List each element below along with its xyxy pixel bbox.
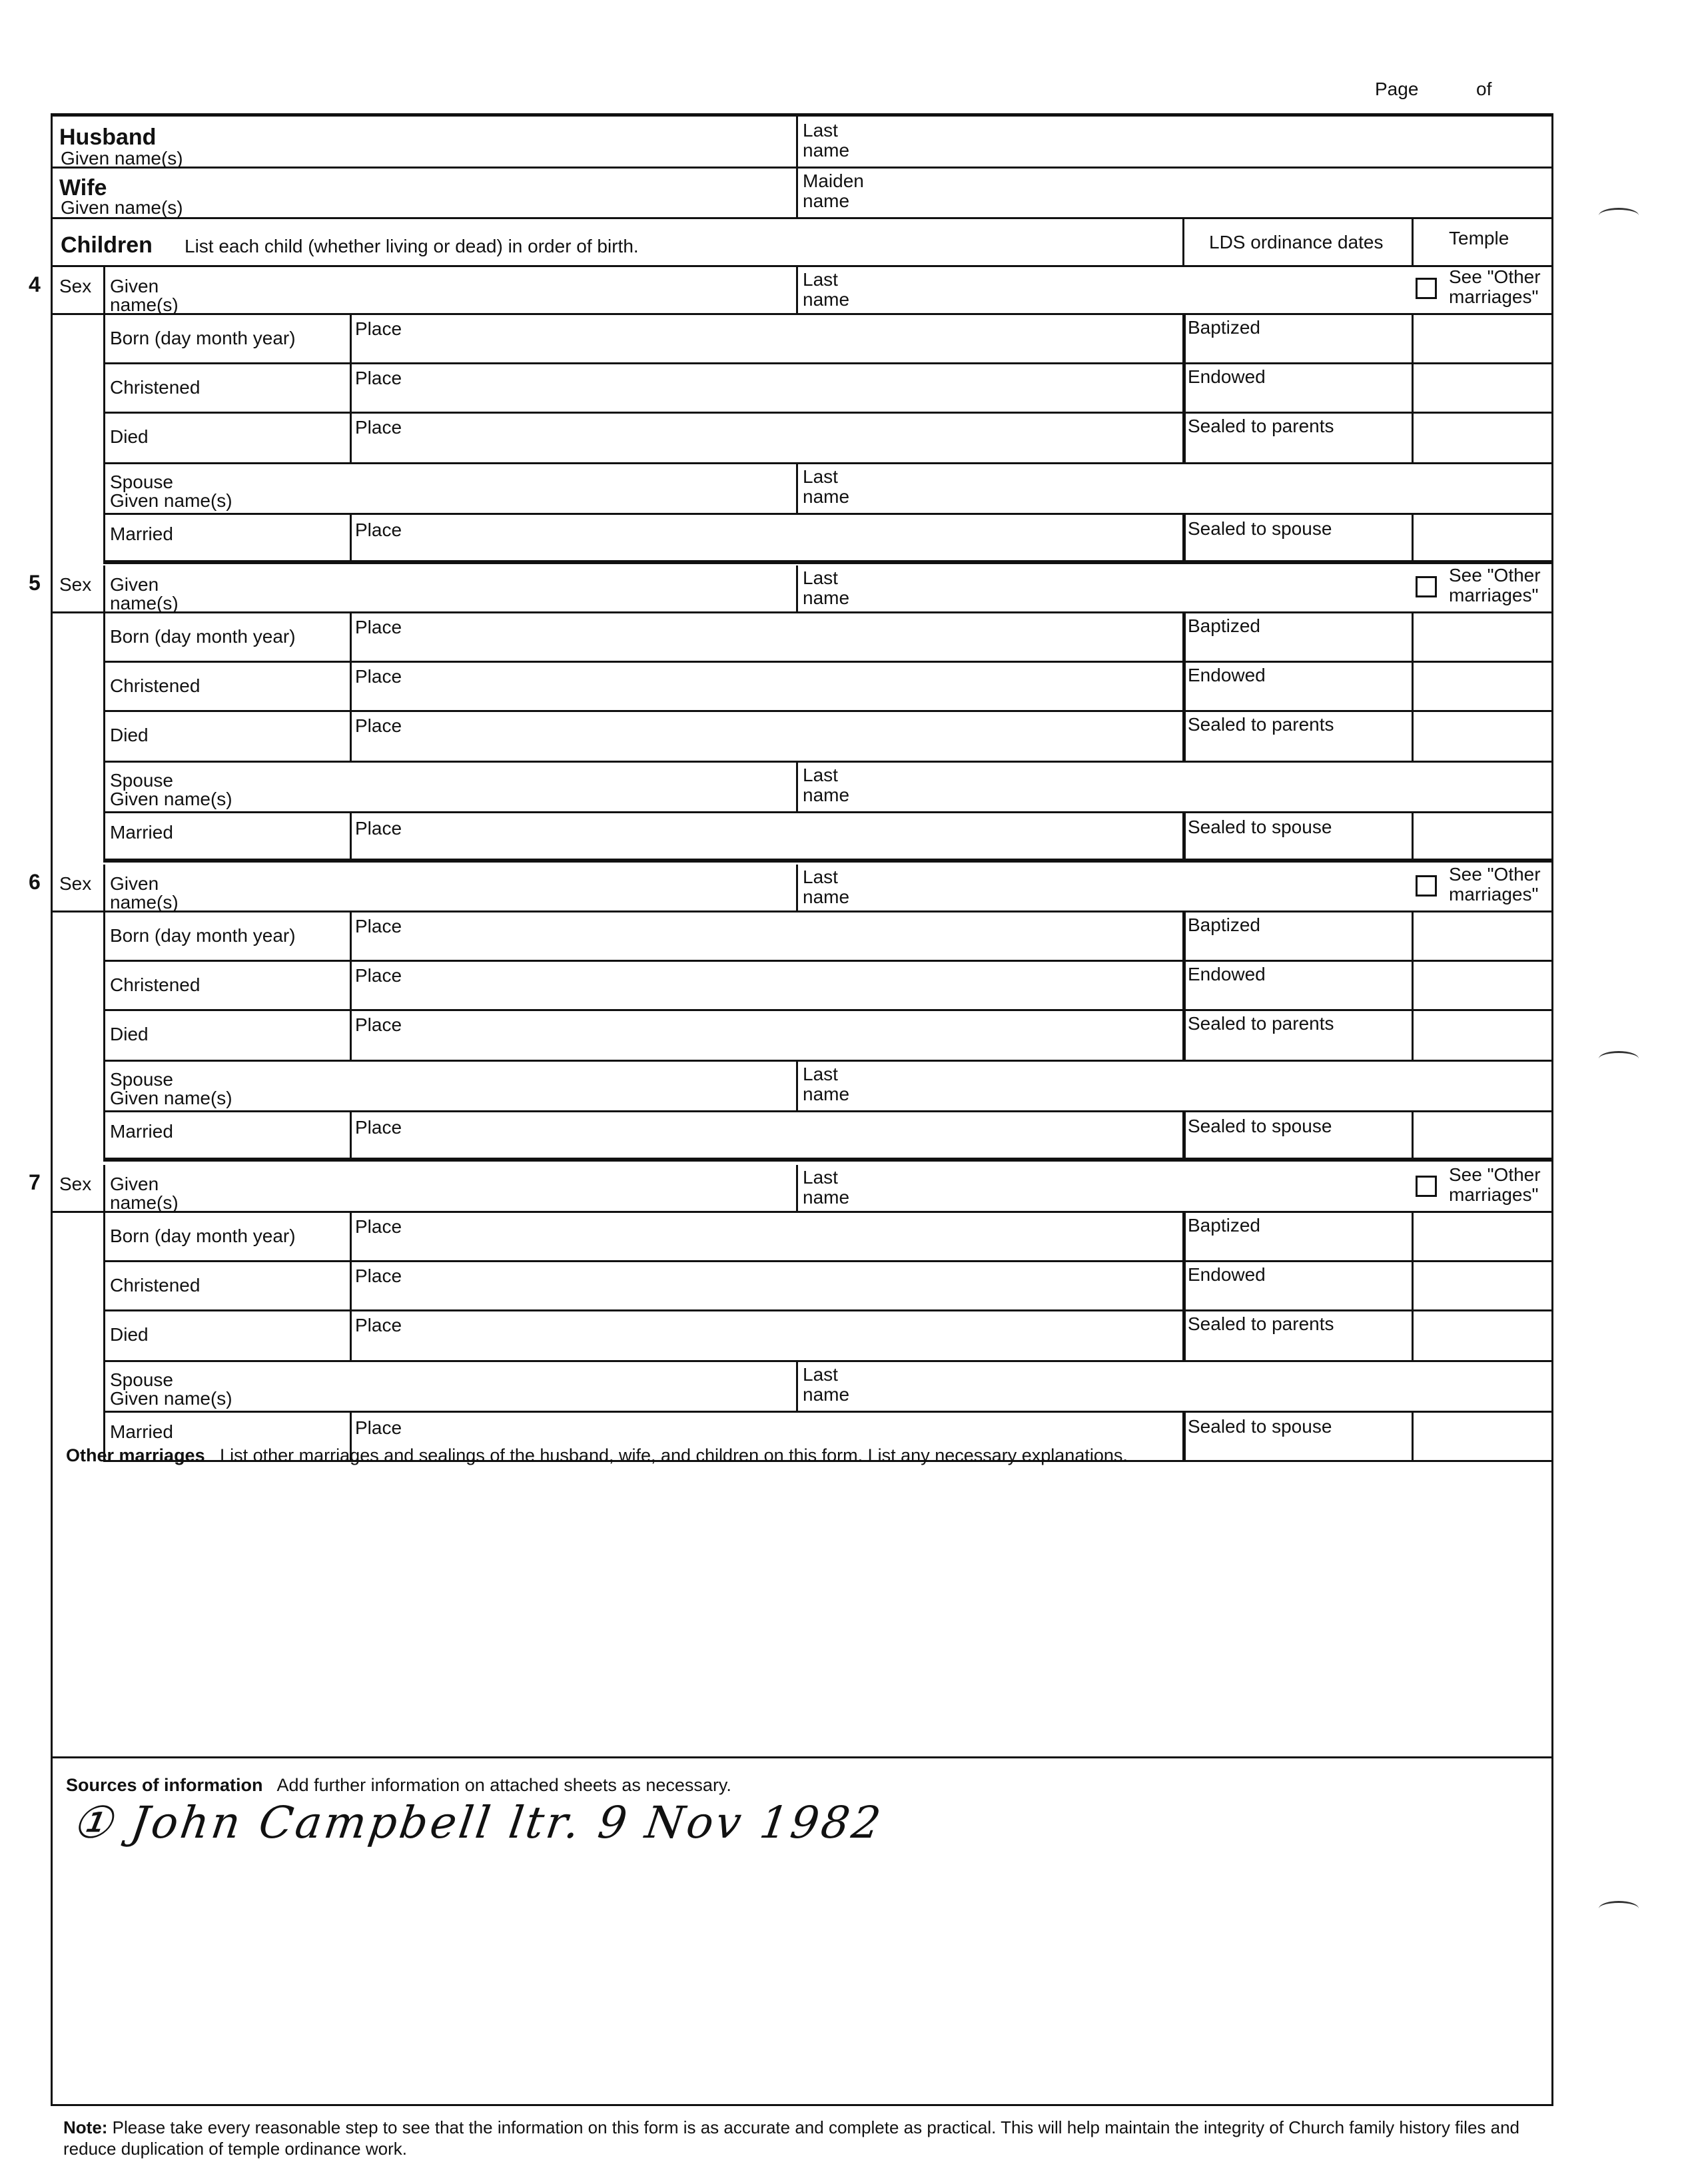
divider	[103, 565, 105, 611]
spouse-label: Spouse	[110, 770, 173, 791]
place-label: Place	[355, 1117, 402, 1138]
last-label2: name	[803, 887, 850, 907]
given-label2: name(s)	[110, 294, 179, 315]
place-label: Place	[355, 1417, 402, 1438]
spouse-given-label: Given name(s)	[110, 1388, 232, 1409]
divider	[1182, 414, 1186, 462]
other-marriages-checkbox[interactable]	[1416, 576, 1437, 597]
divider	[1412, 1311, 1414, 1360]
child-event-row-born	[103, 1213, 1551, 1262]
baptized-label: Baptized	[1188, 615, 1260, 636]
given-label2: name(s)	[110, 892, 179, 912]
sex-label: Sex	[59, 873, 92, 894]
divider	[350, 613, 352, 661]
died-label: Died	[110, 1024, 149, 1044]
sealed-spouse-label: Sealed to spouse	[1188, 1116, 1332, 1136]
child-married-row	[103, 515, 1551, 564]
sealed-spouse-label: Sealed to spouse	[1188, 518, 1332, 539]
divider	[1182, 1311, 1186, 1360]
other-marriages-checkbox[interactable]	[1416, 1176, 1437, 1197]
divider	[103, 1165, 105, 1211]
child-block	[29, 565, 1551, 863]
divider	[350, 1213, 352, 1260]
sealed_parents-label: Sealed to parents	[1188, 416, 1334, 436]
divider	[796, 865, 798, 910]
place-label: Place	[355, 965, 402, 986]
divider	[1182, 1262, 1186, 1309]
last-label: Last	[803, 269, 838, 290]
wife-row	[53, 169, 1551, 219]
sources-section	[53, 1758, 1551, 2073]
child-event-row-died	[103, 712, 1551, 763]
see-other-label: See "Other	[1449, 565, 1541, 585]
see-other-label2: marriages"	[1449, 1184, 1539, 1205]
sources-heading	[66, 1774, 731, 1796]
child-block	[29, 864, 1551, 1162]
child-spouse-row	[103, 464, 1551, 515]
place-label: Place	[355, 916, 402, 936]
punch-mark	[1599, 1051, 1639, 1066]
child-event-row-born	[103, 613, 1551, 663]
other-marriages-section	[53, 1429, 1551, 1758]
divider	[350, 315, 352, 362]
christened-label: Christened	[110, 377, 201, 398]
child-number: 7	[29, 1170, 41, 1194]
divider	[350, 414, 352, 462]
place-label: Place	[355, 715, 402, 736]
child-name-row	[53, 565, 1551, 613]
divider	[1412, 1011, 1414, 1060]
born-label: Born (day month year)	[110, 626, 296, 647]
divider	[1412, 712, 1414, 761]
children-title: Children	[61, 232, 153, 258]
other-marriages-checkbox[interactable]	[1416, 875, 1437, 897]
sources-title: Sources of information	[66, 1775, 263, 1795]
place-label: Place	[355, 520, 402, 540]
died-label: Died	[110, 725, 149, 745]
see-other-label: See "Other	[1449, 1164, 1541, 1185]
divider	[350, 912, 352, 960]
endowed-label: Endowed	[1188, 665, 1266, 685]
child-spouse-row	[103, 763, 1551, 813]
died-label: Died	[110, 426, 149, 447]
divider	[1412, 912, 1414, 960]
last-label: Last	[803, 1167, 838, 1188]
divider	[1182, 912, 1186, 960]
child-block	[29, 1164, 1551, 1462]
place-label: Place	[355, 617, 402, 637]
other-marriages-checkbox[interactable]	[1416, 278, 1437, 299]
child-event-row-christened	[103, 663, 1551, 712]
divider	[103, 865, 105, 910]
given-label2: name(s)	[110, 1192, 179, 1213]
punch-mark	[1599, 1901, 1639, 1916]
place-label: Place	[355, 417, 402, 438]
divider	[1182, 663, 1186, 710]
divider	[1412, 813, 1414, 859]
endowed-label: Endowed	[1188, 366, 1266, 387]
born-label: Born (day month year)	[110, 1226, 296, 1246]
note-label: Note:	[63, 2117, 108, 2137]
see-other-label: See "Other	[1449, 266, 1541, 287]
page-label: Page	[1375, 79, 1419, 99]
born-label: Born (day month year)	[110, 925, 296, 946]
child-number: 4	[29, 272, 41, 296]
place-label: Place	[355, 1216, 402, 1237]
spouse-last-label2: name	[803, 785, 850, 805]
given-label: Given	[110, 873, 159, 894]
child-spouse-row	[103, 1362, 1551, 1413]
spouse-last-label2: name	[803, 1384, 850, 1405]
child-name-row	[53, 865, 1551, 912]
other-marriages-title: Other marriages	[66, 1445, 205, 1465]
divider	[1182, 364, 1186, 412]
divider	[1182, 712, 1186, 761]
place-label: Place	[355, 818, 402, 839]
child-name-row	[53, 267, 1551, 315]
of-label: of	[1476, 79, 1492, 99]
christened-label: Christened	[110, 1275, 201, 1295]
children-instruction: List each child (whether living or dead) in order of birth.	[185, 236, 639, 256]
place-label: Place	[355, 318, 402, 339]
wife-maiden-label: Maiden	[803, 171, 864, 191]
given-label2: name(s)	[110, 593, 179, 613]
husband-row	[53, 117, 1551, 169]
sex-label: Sex	[59, 1174, 92, 1194]
divider	[796, 763, 798, 811]
children-header-row	[53, 219, 1551, 267]
last-label: Last	[803, 567, 838, 588]
place-label: Place	[355, 1014, 402, 1035]
spouse-given-label: Given name(s)	[110, 1088, 232, 1108]
spouse-last-label: Last	[803, 1364, 838, 1385]
child-name-row	[53, 1165, 1551, 1213]
divider	[796, 1062, 798, 1110]
divider	[1182, 1011, 1186, 1060]
last-label2: name	[803, 587, 850, 608]
wife-maiden-label2: name	[803, 190, 850, 211]
child-event-row-christened	[103, 962, 1551, 1011]
divider	[1412, 315, 1414, 362]
divider	[350, 1311, 352, 1360]
child-event-row-born	[103, 315, 1551, 364]
husband-given-label: Given name(s)	[61, 148, 183, 169]
divider	[1182, 1213, 1186, 1260]
spouse-label: Spouse	[110, 472, 173, 492]
divider	[350, 962, 352, 1009]
divider	[1412, 1213, 1414, 1260]
child-married-row	[103, 813, 1551, 863]
spouse-given-label: Given name(s)	[110, 789, 232, 809]
divider	[1412, 414, 1414, 462]
endowed-label: Endowed	[1188, 964, 1266, 984]
spouse-last-label2: name	[803, 1084, 850, 1104]
divider	[1182, 962, 1186, 1009]
divider	[1412, 663, 1414, 710]
divider	[1182, 813, 1186, 859]
sex-label: Sex	[59, 574, 92, 595]
child-block	[29, 266, 1551, 564]
spouse-label: Spouse	[110, 1369, 173, 1390]
divider	[1412, 515, 1414, 560]
place-label: Place	[355, 368, 402, 388]
baptized-label: Baptized	[1188, 317, 1260, 338]
child-number: 5	[29, 571, 41, 595]
spouse-given-label: Given name(s)	[110, 490, 232, 511]
child-number: 6	[29, 870, 41, 894]
other-marriages-heading	[66, 1445, 1128, 1466]
divider	[1182, 515, 1186, 560]
born-label: Born (day month year)	[110, 328, 296, 348]
divider	[350, 1262, 352, 1309]
spouse-last-label: Last	[803, 1064, 838, 1084]
divider	[350, 1011, 352, 1060]
christened-label: Christened	[110, 675, 201, 696]
endowed-label: Endowed	[1188, 1264, 1266, 1285]
child-event-row-christened	[103, 364, 1551, 414]
child-event-row-died	[103, 1011, 1551, 1062]
husband-last-label: Last	[803, 120, 838, 141]
sealed-spouse-label: Sealed to spouse	[1188, 817, 1332, 837]
christened-label: Christened	[110, 974, 201, 995]
divider	[796, 1362, 798, 1411]
see-other-label2: marriages"	[1449, 286, 1539, 307]
divider	[350, 663, 352, 710]
see-other-label: See "Other	[1449, 864, 1541, 885]
note-text: Please take every reasonable step to see that the information on this form is as accurate and complete as practical. This will help maintain the integrity of Church family history files and reduce duplication of temple ordinance work.	[63, 2117, 1520, 2159]
sex-label: Sex	[59, 276, 92, 296]
divider	[1412, 962, 1414, 1009]
divider	[1182, 1112, 1186, 1158]
place-label: Place	[355, 1315, 402, 1335]
divider	[1412, 364, 1414, 412]
other-marriages-instruction: List other marriages and sealings of the husband, wife, and children on this form. List any necessary explanations.	[220, 1445, 1128, 1465]
child-event-row-born	[103, 912, 1551, 962]
baptized-label: Baptized	[1188, 914, 1260, 935]
married-label: Married	[110, 1421, 173, 1442]
divider	[1412, 1112, 1414, 1158]
spouse-label: Spouse	[110, 1069, 173, 1090]
punch-mark	[1599, 208, 1639, 223]
last-label: Last	[803, 867, 838, 887]
family-group-form	[29, 113, 1553, 2106]
divider	[350, 813, 352, 859]
given-label: Given	[110, 1174, 159, 1194]
place-label: Place	[355, 666, 402, 687]
sealed-spouse-label: Sealed to spouse	[1188, 1416, 1332, 1437]
divider	[350, 515, 352, 560]
divider	[796, 1165, 798, 1211]
husband-last-label2: name	[803, 140, 850, 161]
form-note	[63, 2117, 1542, 2159]
wife-given-label: Given name(s)	[61, 197, 183, 218]
child-event-row-died	[103, 414, 1551, 464]
child-event-row-christened	[103, 1262, 1551, 1311]
died-label: Died	[110, 1324, 149, 1345]
sources-instruction: Add further information on attached sheets as necessary.	[276, 1775, 731, 1795]
married-label: Married	[110, 1121, 173, 1142]
sealed_parents-label: Sealed to parents	[1188, 1013, 1334, 1034]
child-event-row-died	[103, 1311, 1551, 1362]
married-label: Married	[110, 822, 173, 843]
see-other-label2: marriages"	[1449, 585, 1539, 605]
spouse-last-label: Last	[803, 466, 838, 487]
baptized-label: Baptized	[1188, 1215, 1260, 1236]
divider	[796, 267, 798, 313]
lds-ordinance-label: LDS ordinance dates	[1209, 232, 1384, 252]
divider	[103, 267, 105, 313]
given-label: Given	[110, 574, 159, 595]
handwritten-source: ① John Campbell ltr. 9 Nov 1982	[69, 1797, 887, 1848]
husband-title: Husband	[59, 125, 157, 150]
divider	[350, 364, 352, 412]
given-label: Given	[110, 276, 159, 296]
divider	[1412, 613, 1414, 661]
divider	[1182, 613, 1186, 661]
see-other-label2: marriages"	[1449, 884, 1539, 905]
last-label2: name	[803, 1187, 850, 1208]
divider	[1182, 315, 1186, 362]
child-married-row	[103, 1112, 1551, 1162]
child-spouse-row	[103, 1062, 1551, 1112]
divider	[350, 712, 352, 761]
married-label: Married	[110, 524, 173, 544]
spouse-last-label: Last	[803, 765, 838, 785]
wife-title: Wife	[59, 175, 107, 200]
place-label: Place	[355, 1266, 402, 1286]
temple-label: Temple	[1449, 228, 1509, 248]
spouse-last-label2: name	[803, 486, 850, 507]
divider	[350, 1112, 352, 1158]
sealed_parents-label: Sealed to parents	[1188, 1313, 1334, 1334]
divider	[1412, 1262, 1414, 1309]
sealed_parents-label: Sealed to parents	[1188, 714, 1334, 735]
divider	[796, 565, 798, 611]
last-label2: name	[803, 289, 850, 310]
divider	[796, 464, 798, 513]
